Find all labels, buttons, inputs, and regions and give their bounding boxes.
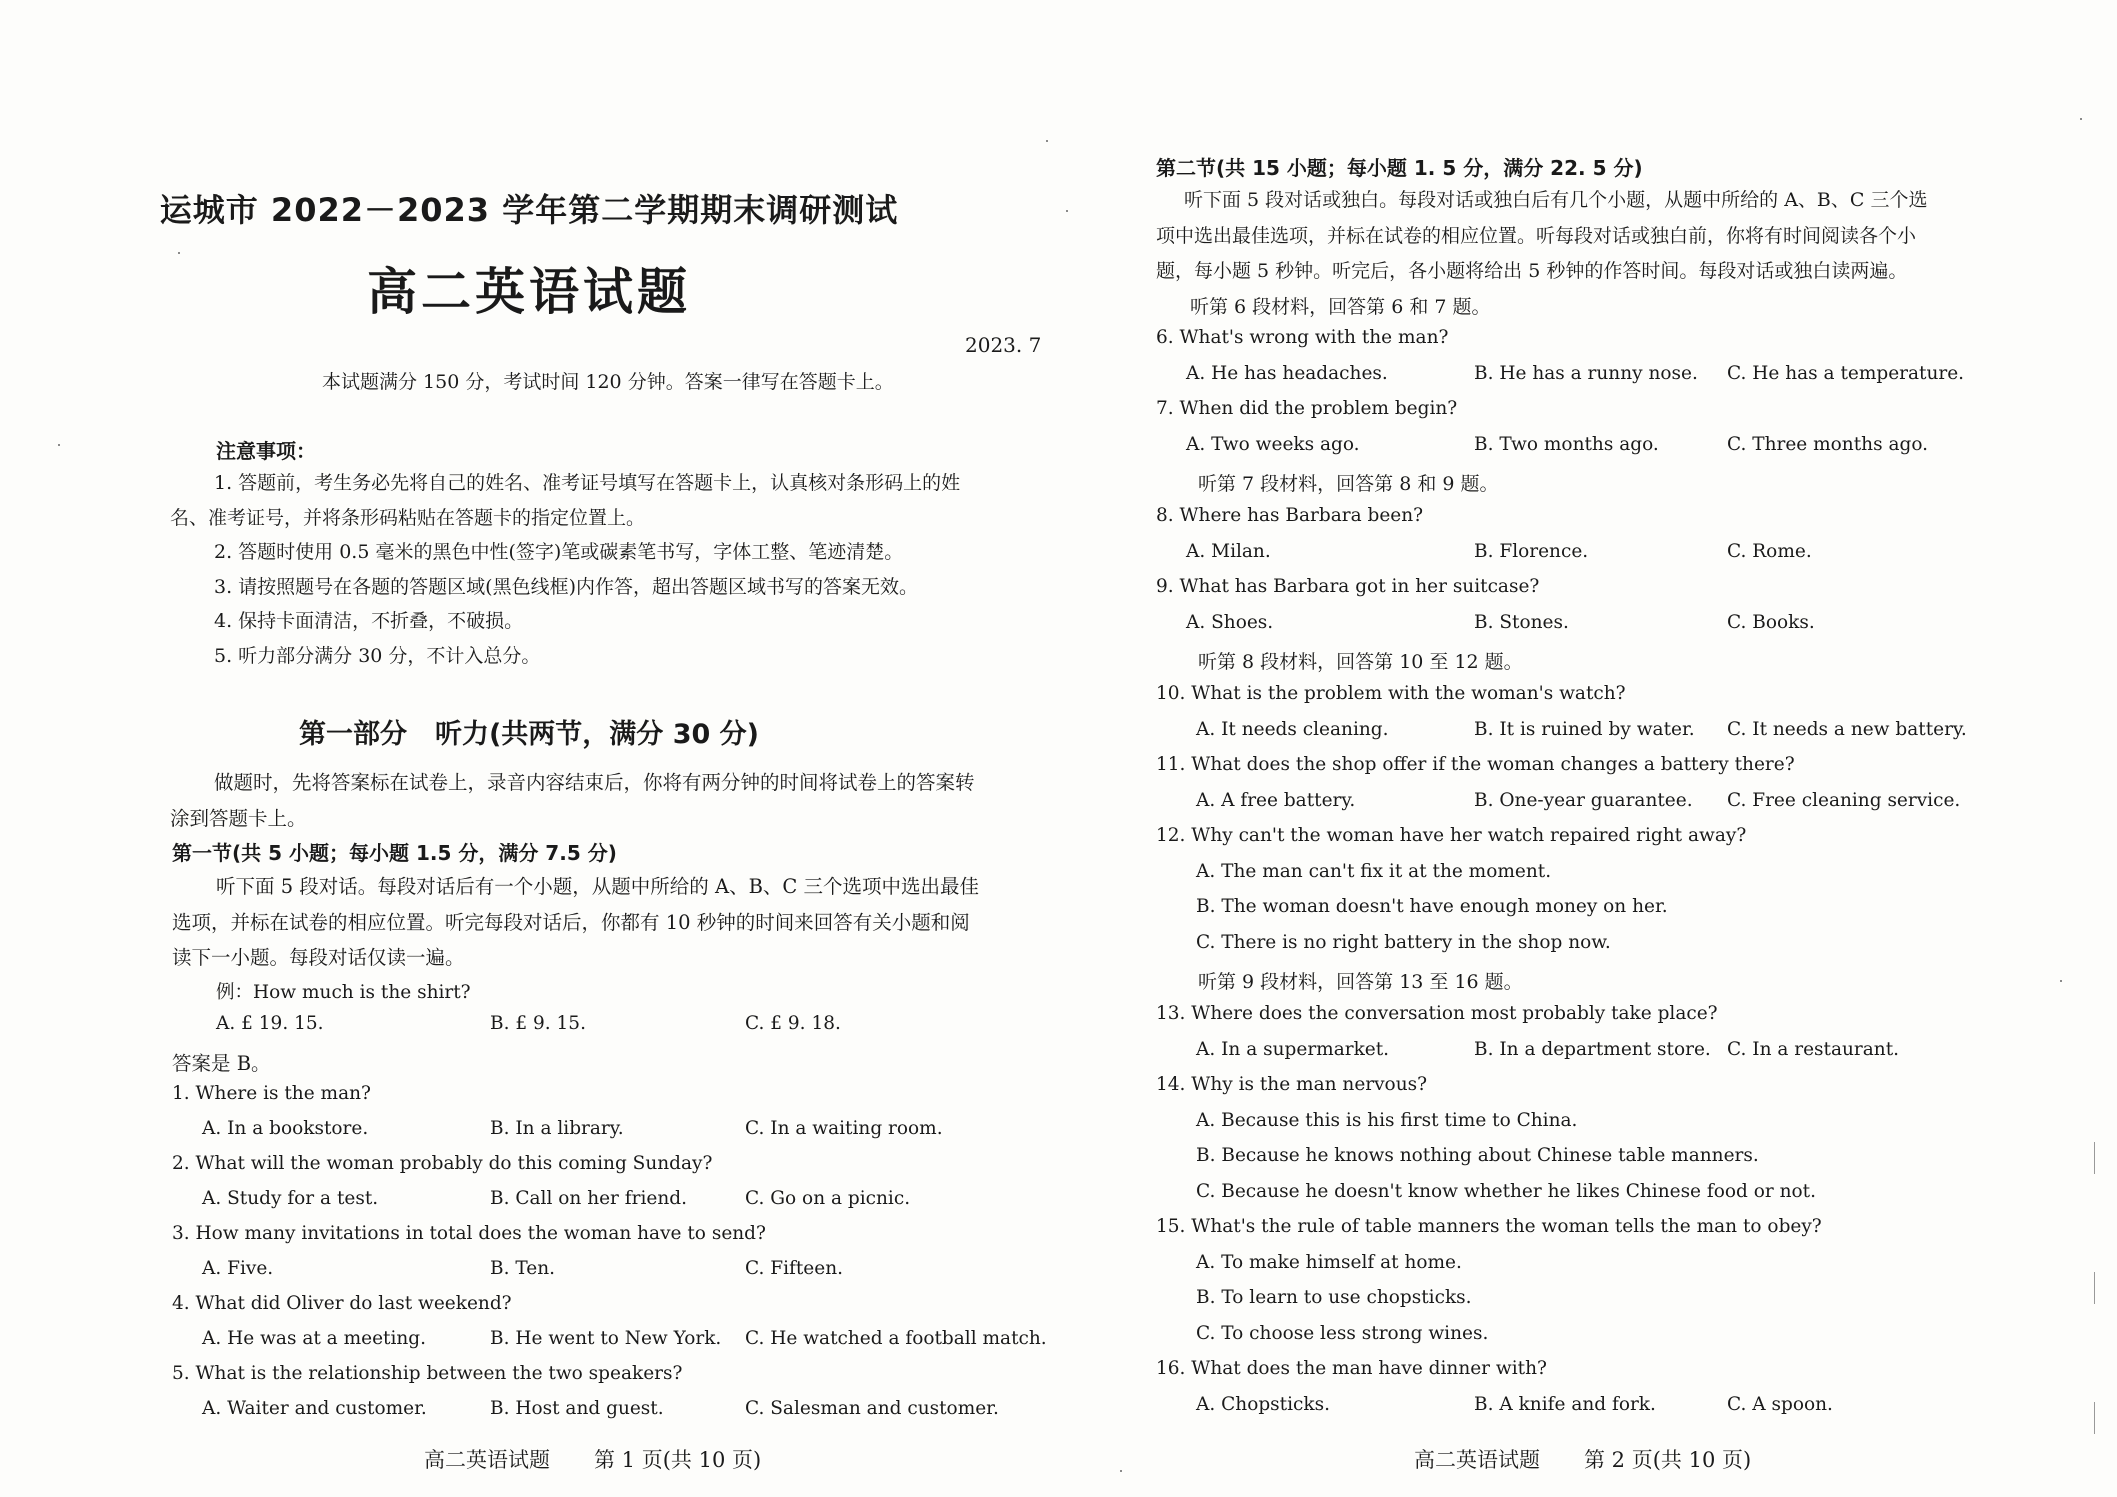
question-7: 7. When did the problem begin? [1156, 398, 1458, 419]
example-option-c: C. £ 9. 18. [745, 1013, 841, 1034]
instruction-line: 做题时，先将答案标在试卷上，录音内容结束后，你将有两分钟的时间将试卷上的答案转 [214, 771, 975, 794]
question-13: 13. Where does the conversation most probably take place? [1156, 1003, 1718, 1024]
question-7-option-b: B. Two months ago. [1474, 434, 1659, 455]
exam-title: 运城市 2022－2023 学年第二学期期末调研测试 [159, 191, 899, 229]
scan-speck [2080, 118, 2082, 120]
question-16: 16. What does the man have dinner with? [1156, 1358, 1547, 1379]
example-option-b: B. £ 9. 15. [490, 1013, 586, 1034]
question-3: 3. How many invitations in total does the woman have to send? [172, 1223, 766, 1244]
material-heading-6: 听第 6 段材料，回答第 6 和 7 题。 [1190, 296, 1491, 318]
scan-line [2094, 1272, 2095, 1304]
question-1: 1. Where is the man? [172, 1083, 371, 1104]
instruction-line: 涂到答题卡上。 [170, 807, 307, 830]
part-one-label: 第一部分 [298, 719, 407, 750]
material-heading-9: 听第 9 段材料，回答第 13 至 16 题。 [1198, 971, 1523, 993]
note-item: 1. 答题前，考生务必先将自己的姓名、准考证号填写在答题卡上，认真核对条形码上的姓 [214, 472, 961, 494]
question-13-option-b: B. In a department store. [1474, 1039, 1711, 1060]
instruction-line: 题，每小题 5 秒钟。听完后，各小题将给出 5 秒钟的作答时间。每段对话或独白读两遍。 [1156, 260, 1908, 282]
question-16-option-b: B. A knife and fork. [1474, 1394, 1656, 1415]
question-13-option-c: C. In a restaurant. [1727, 1039, 1900, 1060]
note-item: 2. 答题时使用 0.5 毫米的黑色中性(签字)笔或碳素笔书写，字体工整、笔迹清楚。 [214, 541, 904, 563]
instruction-line: 读下一小题。每段对话仅读一遍。 [172, 946, 465, 969]
question-15-option-c: C. To choose less strong wines. [1196, 1323, 1489, 1344]
question-1-option-b: B. In a library. [490, 1118, 624, 1139]
question-15-option-a: A. To make himself at home. [1196, 1252, 1462, 1273]
question-7-option-a: A. Two weeks ago. [1186, 434, 1360, 455]
question-4: 4. What did Oliver do last weekend? [172, 1293, 512, 1314]
scan-line [2094, 1402, 2095, 1434]
question-14-option-b: B. Because he knows nothing about Chinese table manners. [1196, 1145, 1759, 1166]
question-16-option-a: A. Chopsticks. [1196, 1394, 1330, 1415]
instruction-line: 选项，并标在试卷的相应位置。听完每段对话后，你都有 10 秒钟的时间来回答有关小题和阅 [172, 910, 970, 934]
question-3-option-a: A. Five. [202, 1258, 274, 1279]
question-8-option-a: A. Milan. [1186, 541, 1271, 562]
page-footer-1 [424, 1444, 761, 1474]
exam-info: 本试题满分 150 分，考试时间 120 分钟。答案一律写在答题卡上。 [322, 371, 894, 393]
question-10-option-b: B. It is ruined by water. [1474, 719, 1695, 740]
footer-page-number: 第 1 页(共 10 页) [594, 1448, 762, 1472]
question-4-option-a: A. He was at a meeting. [202, 1328, 427, 1349]
question-4-option-c: C. He watched a football match. [745, 1328, 1047, 1349]
example-question: 例：How much is the shirt? [216, 982, 471, 1003]
note-item: 4. 保持卡面清洁，不折叠，不破损。 [214, 610, 524, 632]
question-1-option-c: C. In a waiting room. [745, 1118, 943, 1139]
scan-speck [58, 444, 60, 446]
question-5: 5. What is the relationship between the two speakers? [172, 1363, 683, 1384]
question-5-option-b: B. Host and guest. [490, 1398, 664, 1419]
question-12-option-a: A. The man can't fix it at the moment. [1196, 861, 1552, 882]
question-11: 11. What does the shop offer if the woman changes a battery there? [1156, 754, 1795, 775]
exam-date: 2023. 7 [965, 333, 1042, 357]
question-16-option-c: C. A spoon. [1727, 1394, 1833, 1415]
section-two-heading: 第二节(共 15 小题；每小题 1. 5 分，满分 22. 5 分) [1156, 156, 1643, 180]
question-2: 2. What will the woman probably do this coming Sunday? [172, 1153, 713, 1174]
instruction-line: 听下面 5 段对话或独白。每段对话或独白后有几个小题，从题中所给的 A、B、C 三个选 [1184, 189, 1928, 211]
question-3-option-c: C. Fifteen. [745, 1258, 843, 1279]
question-11-option-a: A. A free battery. [1196, 790, 1356, 811]
note-item: 名、准考证号，并将条形码粘贴在答题卡的指定位置上。 [170, 506, 646, 529]
scan-speck [1120, 1470, 1122, 1472]
part-one-instructions [170, 765, 1050, 837]
question-15: 15. What's the rule of table manners the woman tells the man to obey? [1156, 1216, 1822, 1237]
subject-title: 高二英语试题 [367, 262, 691, 321]
question-4-option-b: B. He went to New York. [490, 1328, 722, 1349]
question-2-option-b: B. Call on her friend. [490, 1188, 687, 1209]
question-9: 9. What has Barbara got in her suitcase? [1156, 576, 1540, 597]
exam-page-1 [0, 0, 1058, 1497]
section-one-instructions [172, 869, 1052, 976]
material-heading-8: 听第 8 段材料，回答第 10 至 12 题。 [1198, 651, 1523, 673]
question-12-option-b: B. The woman doesn't have enough money on her. [1196, 896, 1668, 917]
question-3-option-b: B. Ten. [490, 1258, 556, 1279]
scan-line [2094, 1142, 2095, 1174]
question-5-option-c: C. Salesman and customer. [745, 1398, 999, 1419]
question-7-option-c: C. Three months ago. [1727, 434, 1929, 455]
note-item: 5. 听力部分满分 30 分，不计入总分。 [214, 644, 541, 667]
section-one-heading: 第一节(共 5 小题；每小题 1.5 分，满分 7.5 分) [172, 841, 617, 865]
question-6: 6. What's wrong with the man? [1156, 327, 1449, 348]
footer-title: 高二英语试题 [1414, 1448, 1540, 1472]
footer-title: 高二英语试题 [424, 1448, 550, 1472]
question-10-option-a: A. It needs cleaning. [1196, 719, 1389, 740]
example-answer: 答案是 B。 [172, 1052, 271, 1075]
question-13-option-a: A. In a supermarket. [1196, 1039, 1390, 1060]
question-14-option-c: C. Because he doesn't know whether he likes Chinese food or not. [1196, 1181, 1816, 1202]
notes-list [170, 466, 1050, 673]
note-item: 3. 请按照题号在各题的答题区域(黑色线框)内作答，超出答题区域书写的答案无效。 [214, 575, 918, 598]
question-2-option-c: C. Go on a picnic. [745, 1188, 911, 1209]
question-6-option-c: C. He has a temperature. [1727, 363, 1965, 384]
page-footer-2 [1414, 1444, 1751, 1474]
question-11-option-b: B. One-year guarantee. [1474, 790, 1693, 811]
footer-page-number: 第 2 页(共 10 页) [1584, 1448, 1752, 1472]
question-15-option-b: B. To learn to use chopsticks. [1196, 1287, 1472, 1308]
question-6-option-a: A. He has headaches. [1186, 363, 1388, 384]
material-heading-7: 听第 7 段材料，回答第 8 和 9 题。 [1198, 473, 1499, 495]
scan-speck [1066, 210, 1068, 212]
question-14-option-a: A. Because this is his first time to China. [1196, 1110, 1578, 1131]
question-2-option-a: A. Study for a test. [202, 1188, 379, 1209]
question-1-option-a: A. In a bookstore. [202, 1118, 369, 1139]
question-8-option-c: C. Rome. [1727, 541, 1812, 562]
instruction-line: 听下面 5 段对话。每段对话后有一个小题，从题中所给的 A、B、C 三个选项中选出最佳 [216, 875, 980, 898]
scan-speck [2060, 980, 2062, 982]
question-9-option-a: A. Shoes. [1186, 612, 1274, 633]
question-11-option-c: C. Free cleaning service. [1727, 790, 1961, 811]
notes-heading: 注意事项： [216, 439, 316, 463]
part-one-heading [0, 712, 1058, 751]
question-9-option-b: B. Stones. [1474, 612, 1569, 633]
question-12: 12. Why can't the woman have her watch repaired right away? [1156, 825, 1747, 846]
scan-speck [1046, 140, 1048, 142]
section-two-instructions [1156, 183, 2046, 290]
question-9-option-c: C. Books. [1727, 612, 1815, 633]
question-10: 10. What is the problem with the woman's watch? [1156, 683, 1626, 704]
scan-speck [178, 252, 180, 254]
question-6-option-b: B. He has a runny nose. [1474, 363, 1698, 384]
question-8-option-b: B. Florence. [1474, 541, 1589, 562]
part-one-title: 听力(共两节，满分 30 分) [434, 719, 760, 750]
question-12-option-c: C. There is no right battery in the shop now. [1196, 932, 1611, 953]
instruction-line: 项中选出最佳选项，并标在试卷的相应位置。听每段对话或独白前，你将有时间阅读各个小 [1156, 224, 1917, 247]
question-10-option-c: C. It needs a new battery. [1727, 719, 1967, 740]
example-option-a: A. £ 19. 15. [216, 1013, 324, 1034]
question-5-option-a: A. Waiter and customer. [202, 1398, 427, 1419]
question-14: 14. Why is the man nervous? [1156, 1074, 1428, 1095]
question-8: 8. Where has Barbara been? [1156, 505, 1424, 526]
